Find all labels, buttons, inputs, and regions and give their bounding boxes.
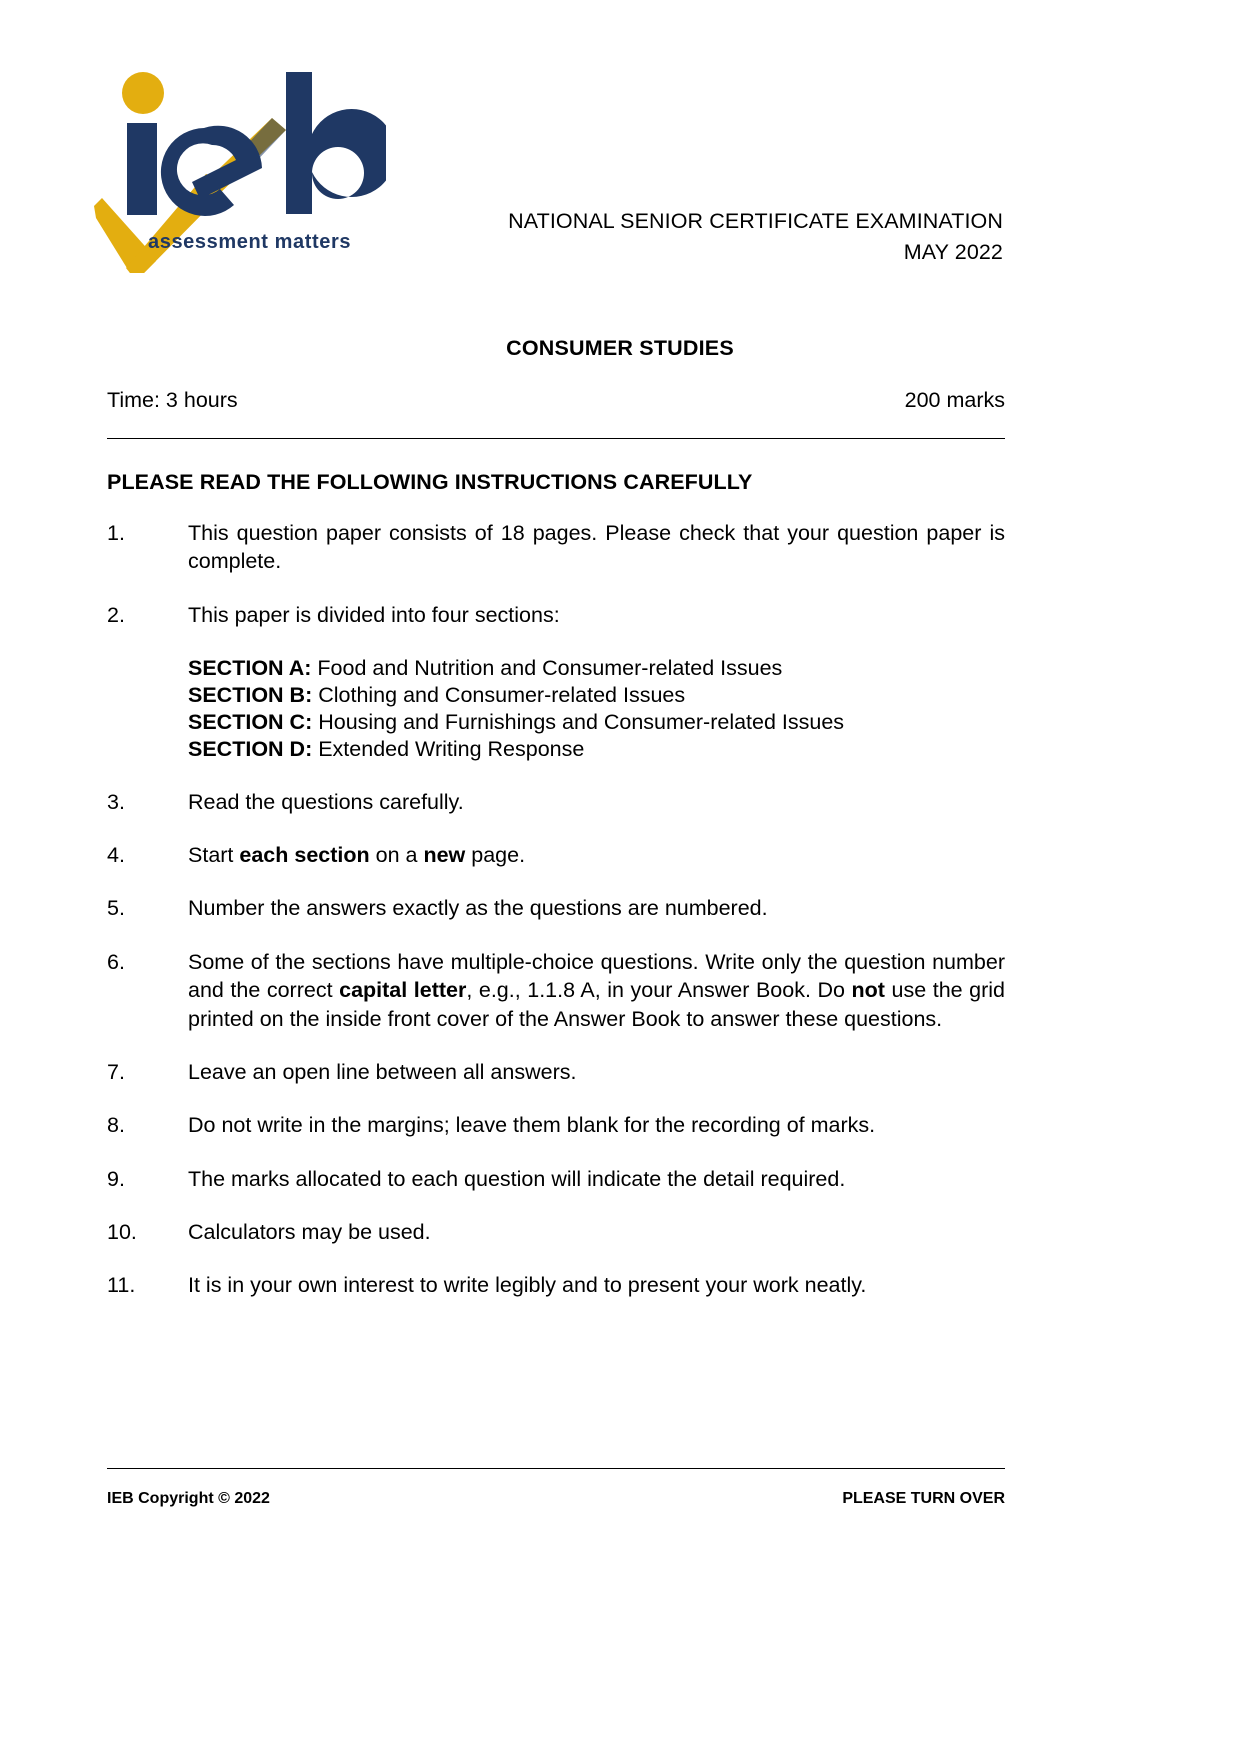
instruction-number: 4.: [107, 843, 125, 867]
exam-date: MAY 2022: [903, 239, 1003, 264]
exam-duration: Time: 3 hours: [107, 388, 238, 412]
logo-b: [286, 72, 386, 214]
turn-over-notice: PLEASE TURN OVER: [842, 1490, 1005, 1507]
page-header: [0, 0, 1240, 300]
instruction-item: [107, 948, 1005, 1033]
instruction-text: Calculators may be used.: [188, 1220, 431, 1244]
total-marks: 200 marks: [904, 388, 1005, 412]
section-line: [188, 709, 1005, 736]
instruction-text: The marks allocated to each question will indicate the detail required.: [188, 1166, 846, 1191]
page-footer: [107, 1490, 1005, 1508]
instruction-item: [107, 1271, 1005, 1299]
instruction-text: Some of the sections have multiple-choice questions. Write only the question number and the correct capital letter, e.g., 1.1.8 A, in your Answer Book. Do not use the grid printed on the inside front cover of the Answer Book to answer these questions.: [188, 949, 1006, 1031]
instruction-item: [107, 1218, 1005, 1246]
section-label: SECTION B:: [188, 683, 313, 707]
instructions-list: [107, 519, 1005, 1325]
instruction-number: 9.: [107, 1166, 125, 1191]
section-line: [188, 682, 1005, 709]
instruction-item: [107, 601, 1005, 763]
logo-e: [161, 126, 262, 216]
section-label: SECTION A:: [188, 656, 312, 681]
instruction-number: 8.: [107, 1113, 125, 1138]
section-description: Housing and Furnishings and Consumer-related Issues: [318, 709, 845, 734]
instruction-text: Do not write in the margins; leave them blank for the recording of marks.: [188, 1113, 876, 1138]
section-label: SECTION D:: [188, 736, 313, 761]
logo-i-stem: [127, 123, 157, 215]
instruction-item: [107, 1111, 1005, 1139]
section-line: [188, 655, 1005, 682]
instruction-item: [107, 519, 1005, 576]
instruction-text: This question paper consists of 18 pages. Please check that your question paper is complete.: [188, 521, 1005, 574]
divider-top: [107, 438, 1005, 439]
instruction-text: [188, 601, 1005, 763]
section-line: [188, 736, 1005, 763]
page-title: CONSUMER STUDIES: [506, 336, 734, 360]
instruction-number: 1.: [107, 521, 125, 545]
instruction-item: [107, 1058, 1005, 1086]
instruction-item: [107, 788, 1005, 816]
section-description: Extended Writing Response: [318, 736, 585, 761]
instruction-number: 10.: [107, 1220, 137, 1244]
exam-name: NATIONAL SENIOR CERTIFICATE EXAMINATION: [508, 209, 1003, 233]
section-breakdown-list: [188, 655, 1005, 763]
section-description: Food and Nutrition and Consumer-related Issues: [317, 656, 783, 681]
section-label: SECTION C:: [188, 709, 313, 734]
section-description: Clothing and Consumer-related Issues: [318, 683, 686, 707]
instruction-number: 7.: [107, 1059, 125, 1084]
instruction-text: Number the answers exactly as the questions are numbered.: [188, 896, 768, 921]
instruction-item: [107, 894, 1005, 922]
instruction-number: 2.: [107, 602, 125, 627]
instruction-text: It is in your own interest to write legibly and to present your work neatly.: [188, 1273, 867, 1298]
instruction-item: [107, 1165, 1005, 1193]
instruction-text: Start each section on a new page.: [188, 843, 526, 867]
time-and-marks-row: [107, 388, 1005, 413]
exam-meta: [508, 206, 1003, 267]
instruction-number: 6.: [107, 949, 125, 974]
instruction-text: Leave an open line between all answers.: [188, 1059, 577, 1084]
instruction-item: [107, 841, 1005, 869]
instruction-number: 3.: [107, 789, 125, 814]
instruction-text: Read the questions carefully.: [188, 789, 464, 814]
instruction-number: 11.: [107, 1273, 136, 1298]
instruction-lead: This paper is divided into four sections:: [188, 602, 560, 627]
instruction-number: 5.: [107, 896, 125, 921]
copyright-notice: IEB Copyright © 2022: [107, 1490, 270, 1507]
logo-i-dot: [122, 72, 164, 114]
divider-bottom: [107, 1468, 1005, 1469]
logo-tagline: assessment matters: [148, 231, 352, 253]
instructions-heading: PLEASE READ THE FOLLOWING INSTRUCTIONS CAREFULLY: [107, 470, 753, 494]
ieb-logo: [86, 58, 386, 273]
